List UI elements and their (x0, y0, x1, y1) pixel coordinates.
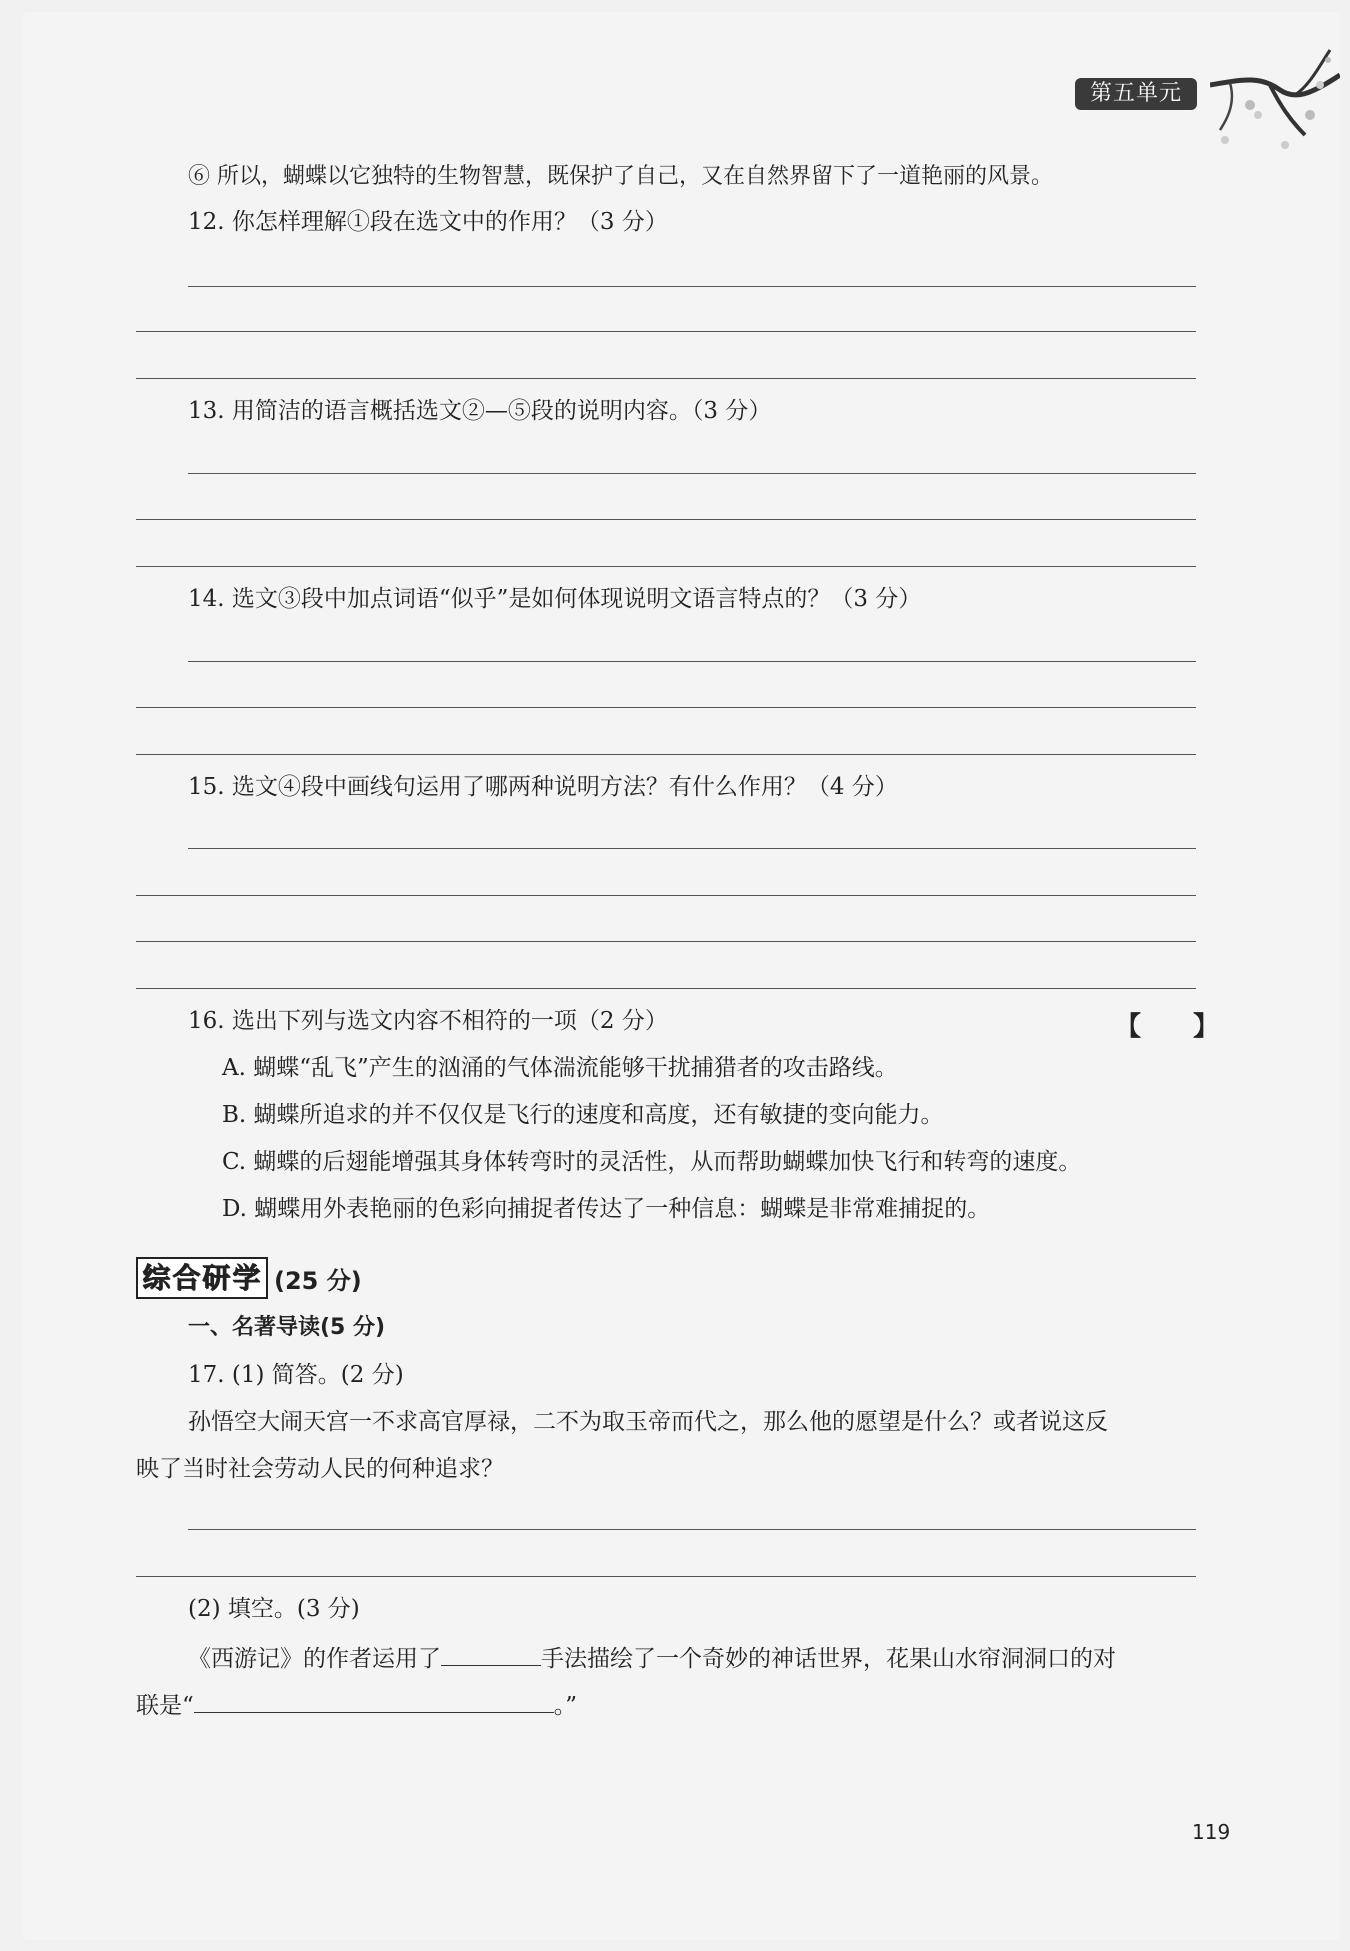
section-score: (25 分) (274, 1266, 362, 1295)
option-a[interactable]: A. 蝴蝶“乱飞”产生的汹涌的气体湍流能够干扰捕猎者的攻击路线。 (222, 1055, 898, 1081)
section-title: 综合研学 (136, 1257, 268, 1299)
question-17-1-text-cont: 映了当时社会劳动人民的何种追求？ (136, 1456, 504, 1482)
answer-line[interactable] (136, 988, 1196, 989)
question-17-1: 17. (1) 简答。(2 分) (188, 1362, 404, 1388)
answer-line[interactable] (136, 378, 1196, 379)
text-segment: 。” (553, 1693, 578, 1719)
answer-line[interactable] (136, 566, 1196, 567)
answer-line[interactable] (188, 286, 1196, 287)
answer-line[interactable] (188, 473, 1196, 474)
option-c[interactable]: C. 蝴蝶的后翅能增强其身体转弯时的灵活性，从而帮助蝴蝶加快飞行和转弯的速度。 (222, 1149, 1082, 1175)
question-13: 13. 用简洁的语言概括选文②—⑤段的说明内容。（3 分） (188, 398, 772, 424)
page-number: 119 (1192, 1820, 1231, 1844)
answer-line[interactable] (188, 1529, 1196, 1530)
answer-line[interactable] (136, 941, 1196, 942)
question-12: 12. 你怎样理解①段在选文中的作用？（3 分） (188, 209, 668, 235)
answer-line[interactable] (136, 519, 1196, 520)
option-b[interactable]: B. 蝴蝶所追求的并不仅仅是飞行的速度和高度，还有敏捷的变向能力。 (222, 1102, 944, 1128)
question-17-1-text: 孙悟空大闹天宫一不求高官厚禄，二不为取玉帝而代之，那么他的愿望是什么？或者说这反 (188, 1409, 1108, 1435)
question-16: 16. 选出下列与选文内容不相符的一项（2 分） (188, 1008, 668, 1034)
answer-line[interactable] (188, 661, 1196, 662)
unit-badge: 第五单元 (1075, 78, 1197, 110)
option-d[interactable]: D. 蝴蝶用外表艳丽的色彩向捕捉者传达了一种信息：蝴蝶是非常难捕捉的。 (222, 1196, 991, 1222)
text-segment: 《西游记》的作者运用了 (188, 1646, 441, 1672)
answer-line[interactable] (136, 895, 1196, 896)
fill-blank-couplet[interactable] (194, 1688, 554, 1713)
question-14: 14. 选文③段中加点词语“似乎”是如何体现说明文语言特点的？（3 分） (188, 586, 922, 612)
answer-line[interactable] (136, 1576, 1196, 1577)
answer-line[interactable] (136, 707, 1196, 708)
passage-paragraph-6: ⑥ 所以，蝴蝶以它独特的生物智慧，既保护了自己，又在自然界留下了一道艳丽的风景。 (188, 164, 1053, 189)
answer-line[interactable] (136, 754, 1196, 755)
question-17-2-text (188, 1641, 1116, 1674)
question-17-2: (2) 填空。(3 分) (188, 1596, 360, 1622)
question-17-2-text-cont (136, 1688, 577, 1721)
answer-bracket[interactable]: 【 】 (1115, 1012, 1220, 1042)
subsection-title: 一、名著导读(5 分) (188, 1315, 386, 1340)
plum-branch-decoration (1210, 45, 1340, 165)
answer-line[interactable] (136, 331, 1196, 332)
fill-blank-technique[interactable] (441, 1641, 541, 1666)
text-segment: 联是“ (136, 1693, 194, 1719)
text-segment: 手法描绘了一个奇妙的神话世界，花果山水帘洞洞口的对 (541, 1646, 1116, 1672)
answer-line[interactable] (188, 848, 1196, 849)
section-heading (136, 1257, 362, 1299)
question-15: 15. 选文④段中画线句运用了哪两种说明方法？有什么作用？（4 分） (188, 774, 898, 800)
